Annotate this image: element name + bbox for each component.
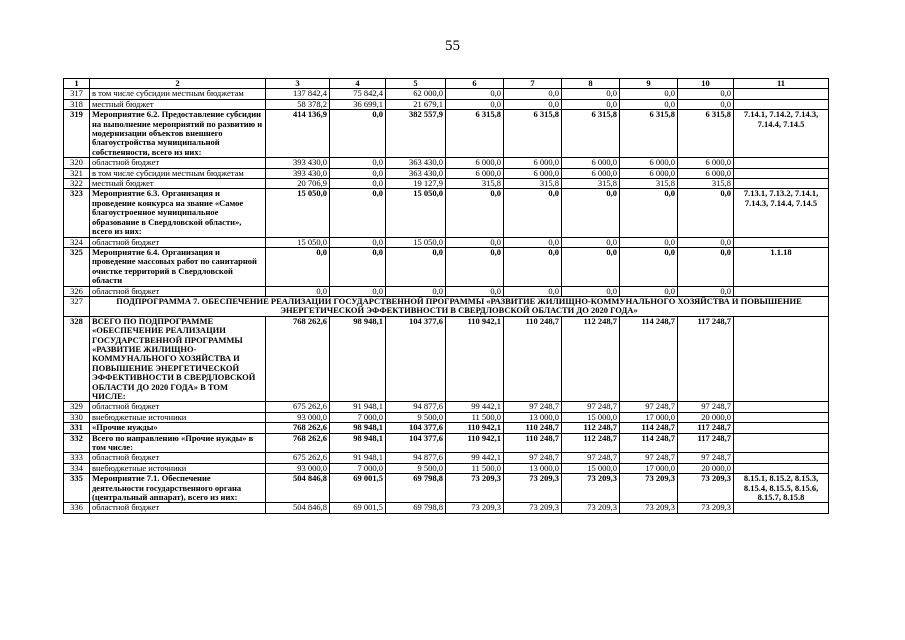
row-name: внебюджетные источники	[90, 463, 266, 473]
row-number: 327	[64, 296, 90, 316]
row-value: 94 877,6	[386, 453, 446, 463]
row-value: 97 248,7	[504, 402, 562, 412]
row-name: местный бюджет	[90, 99, 266, 109]
row-name: Мероприятие 6.3. Организация и проведение конкурса на звание «Самое благоустроенное муниципальное образование в Свердловской области», всего из них:	[90, 189, 266, 237]
row-number: 331	[64, 423, 90, 433]
subprogram-row	[64, 296, 829, 316]
row-name: Мероприятие 6.4. Организация и проведение массовых работ по санитарной очистке территорий в Свердловской области	[90, 247, 266, 286]
row-value: 0,0	[446, 237, 504, 247]
row-number: 320	[64, 158, 90, 168]
column-header: 7	[504, 79, 562, 89]
row-value: 69 798,8	[386, 503, 446, 513]
row-value: 112 248,7	[562, 423, 620, 433]
row-reference: 7.13.1, 7.13.2, 7.14.1, 7.14.3, 7.14.4, 7.14.5	[734, 189, 829, 237]
row-value: 11 500,0	[446, 412, 504, 422]
row-number: 317	[64, 89, 90, 99]
row-reference	[734, 168, 829, 178]
row-value: 0,0	[504, 286, 562, 296]
row-value: 315,8	[504, 179, 562, 189]
row-value: 6 315,8	[620, 110, 678, 158]
row-value: 62 000,0	[386, 89, 446, 99]
row-value: 20 706,9	[266, 179, 330, 189]
row-number: 319	[64, 110, 90, 158]
row-name: «Прочие нужды»	[90, 423, 266, 433]
row-value: 114 248,7	[620, 423, 678, 433]
row-reference	[734, 503, 829, 513]
row-value: 0,0	[620, 247, 678, 286]
row-value: 104 377,6	[386, 433, 446, 453]
row-value: 110 942,1	[446, 316, 504, 402]
row-value: 6 000,0	[504, 168, 562, 178]
table-row	[64, 99, 829, 109]
row-value: 0,0	[620, 99, 678, 109]
row-value: 0,0	[330, 110, 386, 158]
row-value: 0,0	[330, 237, 386, 247]
row-number: 326	[64, 286, 90, 296]
row-value: 7 000,0	[330, 463, 386, 473]
row-value: 393 430,0	[266, 168, 330, 178]
table-row	[64, 158, 829, 168]
row-value: 73 209,3	[562, 503, 620, 513]
table-row	[64, 110, 829, 158]
table-row	[64, 89, 829, 99]
row-value: 15 050,0	[386, 189, 446, 237]
row-value: 0,0	[330, 158, 386, 168]
row-value: 9 500,0	[386, 412, 446, 422]
row-value: 91 948,1	[330, 453, 386, 463]
row-value: 0,0	[266, 247, 330, 286]
row-value: 393 430,0	[266, 158, 330, 168]
row-value: 0,0	[678, 99, 734, 109]
column-header: 6	[446, 79, 504, 89]
row-value: 93 000,0	[266, 463, 330, 473]
row-value: 0,0	[504, 89, 562, 99]
row-value: 0,0	[620, 237, 678, 247]
row-value: 21 679,1	[386, 99, 446, 109]
row-reference	[734, 316, 829, 402]
row-value: 0,0	[504, 99, 562, 109]
row-value: 675 262,6	[266, 402, 330, 412]
row-value: 0,0	[620, 89, 678, 99]
row-number: 336	[64, 503, 90, 513]
row-value: 0,0	[678, 286, 734, 296]
row-value: 0,0	[562, 89, 620, 99]
row-value: 73 209,3	[620, 503, 678, 513]
row-value: 6 000,0	[678, 158, 734, 168]
row-value: 382 557,9	[386, 110, 446, 158]
row-number: 328	[64, 316, 90, 402]
row-value: 75 842,4	[330, 89, 386, 99]
row-number: 322	[64, 179, 90, 189]
row-value: 97 248,7	[678, 402, 734, 412]
row-reference	[734, 99, 829, 109]
column-header: 11	[734, 79, 829, 89]
table-row	[64, 316, 829, 402]
row-value: 97 248,7	[562, 453, 620, 463]
row-value: 315,8	[562, 179, 620, 189]
row-value: 69 001,5	[330, 503, 386, 513]
row-value: 0,0	[678, 189, 734, 237]
row-value: 93 000,0	[266, 412, 330, 422]
row-value: 98 948,1	[330, 316, 386, 402]
table-row	[64, 179, 829, 189]
row-value: 114 248,7	[620, 433, 678, 453]
row-name: Мероприятие 6.2. Предоставление субсидии на выполнение мероприятий по развитию и модернизации объектов внешнего благоустройства муниципальной собственности, всего из них:	[90, 110, 266, 158]
table-row	[64, 463, 829, 473]
row-value: 0,0	[330, 247, 386, 286]
row-value: 99 442,1	[446, 402, 504, 412]
row-number: 324	[64, 237, 90, 247]
row-name: внебюджетные источники	[90, 412, 266, 422]
row-value: 112 248,7	[562, 433, 620, 453]
row-number: 323	[64, 189, 90, 237]
row-value: 0,0	[330, 168, 386, 178]
row-value: 414 136,9	[266, 110, 330, 158]
row-value: 20 000,0	[678, 463, 734, 473]
row-value: 0,0	[330, 179, 386, 189]
row-value: 0,0	[386, 286, 446, 296]
row-value: 0,0	[678, 247, 734, 286]
row-name: областной бюджет	[90, 158, 266, 168]
table-row	[64, 402, 829, 412]
row-value: 6 000,0	[620, 158, 678, 168]
row-number: 318	[64, 99, 90, 109]
table-row	[64, 503, 829, 513]
row-value: 363 430,0	[386, 168, 446, 178]
row-value: 112 248,7	[562, 316, 620, 402]
row-reference	[734, 158, 829, 168]
row-value: 0,0	[504, 237, 562, 247]
row-name: областной бюджет	[90, 237, 266, 247]
row-reference: 1.1.18	[734, 247, 829, 286]
row-value: 91 948,1	[330, 402, 386, 412]
row-value: 0,0	[620, 189, 678, 237]
row-value: 97 248,7	[504, 453, 562, 463]
row-value: 117 248,7	[678, 423, 734, 433]
row-value: 6 315,8	[562, 110, 620, 158]
row-value: 6 000,0	[446, 168, 504, 178]
row-value: 0,0	[678, 237, 734, 247]
column-header: 1	[64, 79, 90, 89]
row-value: 768 262,6	[266, 316, 330, 402]
row-value: 73 209,3	[446, 474, 504, 503]
row-value: 0,0	[678, 89, 734, 99]
row-number: 329	[64, 402, 90, 412]
budget-table	[63, 78, 829, 514]
row-value: 73 209,3	[562, 474, 620, 503]
row-value: 0,0	[562, 247, 620, 286]
row-value: 315,8	[620, 179, 678, 189]
row-value: 6 000,0	[620, 168, 678, 178]
row-name: ВСЕГО ПО ПОДПРОГРАММЕ «ОБЕСПЕЧЕНИЕ РЕАЛИЗАЦИИ ГОСУДАРСТВЕННОЙ ПРОГРАММЫ «РАЗВИТИЕ ЖИЛИЩНО-КОММУНАЛЬНОГО ХОЗЯЙСТВА И ПОВЫШЕНИЕ ЭНЕРГЕТИЧЕСКОЙ ЭФФЕКТИВНОСТИ В СВЕРДЛОВСКОЙ ОБЛАСТИ ДО 2020 ГОДА» В ТОМ ЧИСЛЕ:	[90, 316, 266, 402]
row-reference	[734, 453, 829, 463]
row-name: областной бюджет	[90, 503, 266, 513]
row-value: 15 050,0	[266, 237, 330, 247]
column-header: 4	[330, 79, 386, 89]
row-value: 17 000,0	[620, 463, 678, 473]
row-value: 20 000,0	[678, 412, 734, 422]
row-value: 6 000,0	[446, 158, 504, 168]
table-row	[64, 286, 829, 296]
column-header: 3	[266, 79, 330, 89]
row-value: 6 000,0	[678, 168, 734, 178]
row-value: 6 000,0	[504, 158, 562, 168]
column-header: 2	[90, 79, 266, 89]
row-value: 13 000,0	[504, 463, 562, 473]
row-name: Мероприятие 7.1. Обеспечение деятельности государственного органа (центральный аппарат), всего из них:	[90, 474, 266, 503]
row-value: 504 846,8	[266, 474, 330, 503]
row-value: 0,0	[446, 89, 504, 99]
row-value: 0,0	[386, 247, 446, 286]
row-value: 117 248,7	[678, 433, 734, 453]
row-value: 13 000,0	[504, 412, 562, 422]
row-value: 99 442,1	[446, 453, 504, 463]
row-name: в том числе субсидии местным бюджетам	[90, 89, 266, 99]
row-number: 333	[64, 453, 90, 463]
row-value: 15 000,0	[562, 463, 620, 473]
row-reference	[734, 423, 829, 433]
row-reference: 8.15.1, 8.15.2, 8.15.3, 8.15.4, 8.15.5, 8.15.6, 8.15.7, 8.15.8	[734, 474, 829, 503]
row-value: 19 127,9	[386, 179, 446, 189]
row-value: 97 248,7	[678, 453, 734, 463]
row-value: 315,8	[446, 179, 504, 189]
row-value: 114 248,7	[620, 316, 678, 402]
row-value: 0,0	[446, 286, 504, 296]
row-value: 73 209,3	[504, 503, 562, 513]
row-value: 0,0	[446, 189, 504, 237]
row-value: 315,8	[678, 179, 734, 189]
row-value: 110 248,7	[504, 423, 562, 433]
row-value: 0,0	[562, 189, 620, 237]
row-number: 321	[64, 168, 90, 178]
row-value: 0,0	[620, 286, 678, 296]
subprogram-title: ПОДПРОГРАММА 7. ОБЕСПЕЧЕНИЕ РЕАЛИЗАЦИИ ГОСУДАРСТВЕННОЙ ПРОГРАММЫ «РАЗВИТИЕ ЖИЛИЩНО-КОММУНАЛЬНОГО ХОЗЯЙСТВА И ПОВЫШЕНИЕ ЭНЕРГЕТИЧЕСКОЙ ЭФФЕКТИВНОСТИ В СВЕРДЛОВСКОЙ ОБЛАСТИ ДО 2020 ГОДА»	[90, 296, 829, 316]
row-value: 363 430,0	[386, 158, 446, 168]
row-value: 94 877,6	[386, 402, 446, 412]
row-reference	[734, 412, 829, 422]
row-reference	[734, 433, 829, 453]
row-value: 110 248,7	[504, 316, 562, 402]
row-number: 330	[64, 412, 90, 422]
row-value: 504 846,8	[266, 503, 330, 513]
row-reference	[734, 286, 829, 296]
row-value: 69 798,8	[386, 474, 446, 503]
row-value: 73 209,3	[678, 503, 734, 513]
table-row	[64, 412, 829, 422]
row-value: 98 948,1	[330, 423, 386, 433]
row-reference	[734, 402, 829, 412]
row-value: 0,0	[562, 286, 620, 296]
row-value: 15 050,0	[386, 237, 446, 247]
row-name: областной бюджет	[90, 286, 266, 296]
row-value: 0,0	[504, 247, 562, 286]
row-value: 0,0	[504, 189, 562, 237]
row-value: 110 248,7	[504, 433, 562, 453]
row-value: 36 699,1	[330, 99, 386, 109]
row-value: 11 500,0	[446, 463, 504, 473]
row-name: областной бюджет	[90, 402, 266, 412]
row-value: 110 942,1	[446, 423, 504, 433]
row-value: 110 942,1	[446, 433, 504, 453]
row-value: 9 500,0	[386, 463, 446, 473]
row-number: 332	[64, 433, 90, 453]
row-value: 69 001,5	[330, 474, 386, 503]
table-row	[64, 474, 829, 503]
row-value: 0,0	[446, 99, 504, 109]
row-value: 6 000,0	[562, 168, 620, 178]
row-value: 15 050,0	[266, 189, 330, 237]
row-value: 137 842,4	[266, 89, 330, 99]
page-number: 55	[445, 38, 460, 54]
row-value: 58 378,2	[266, 99, 330, 109]
column-header: 9	[620, 79, 678, 89]
row-value: 0,0	[446, 247, 504, 286]
row-reference	[734, 463, 829, 473]
row-name: в том числе субсидии местным бюджетам	[90, 168, 266, 178]
row-value: 73 209,3	[446, 503, 504, 513]
row-value: 73 209,3	[678, 474, 734, 503]
row-value: 97 248,7	[620, 453, 678, 463]
row-value: 675 262,6	[266, 453, 330, 463]
row-name: Всего по направлению «Прочие нужды» в том числе:	[90, 433, 266, 453]
row-name: областной бюджет	[90, 453, 266, 463]
table-row	[64, 433, 829, 453]
column-header: 8	[562, 79, 620, 89]
row-value: 0,0	[266, 286, 330, 296]
row-value: 0,0	[330, 189, 386, 237]
row-reference	[734, 89, 829, 99]
row-value: 97 248,7	[562, 402, 620, 412]
column-header: 5	[386, 79, 446, 89]
row-value: 117 248,7	[678, 316, 734, 402]
table-row	[64, 453, 829, 463]
row-value: 73 209,3	[504, 474, 562, 503]
row-value: 768 262,6	[266, 433, 330, 453]
row-number: 334	[64, 463, 90, 473]
table-row	[64, 189, 829, 237]
row-value: 6 315,8	[504, 110, 562, 158]
column-header: 10	[678, 79, 734, 89]
row-reference	[734, 237, 829, 247]
row-value: 0,0	[562, 237, 620, 247]
row-value: 104 377,6	[386, 316, 446, 402]
row-reference	[734, 179, 829, 189]
row-value: 98 948,1	[330, 433, 386, 453]
table-row	[64, 247, 829, 286]
table-row	[64, 237, 829, 247]
row-number: 335	[64, 474, 90, 503]
row-number: 325	[64, 247, 90, 286]
row-value: 0,0	[562, 99, 620, 109]
row-value: 7 000,0	[330, 412, 386, 422]
row-value: 6 315,8	[678, 110, 734, 158]
row-value: 15 000,0	[562, 412, 620, 422]
row-value: 6 315,8	[446, 110, 504, 158]
row-value: 17 000,0	[620, 412, 678, 422]
row-value: 97 248,7	[620, 402, 678, 412]
row-value: 73 209,3	[620, 474, 678, 503]
row-value: 104 377,6	[386, 423, 446, 433]
row-name: местный бюджет	[90, 179, 266, 189]
row-value: 0,0	[330, 286, 386, 296]
row-value: 768 262,6	[266, 423, 330, 433]
table-row	[64, 168, 829, 178]
table-row	[64, 423, 829, 433]
header-row	[64, 79, 829, 89]
row-reference: 7.14.1, 7.14.2, 7.14.3, 7.14.4, 7.14.5	[734, 110, 829, 158]
row-value: 6 000,0	[562, 158, 620, 168]
